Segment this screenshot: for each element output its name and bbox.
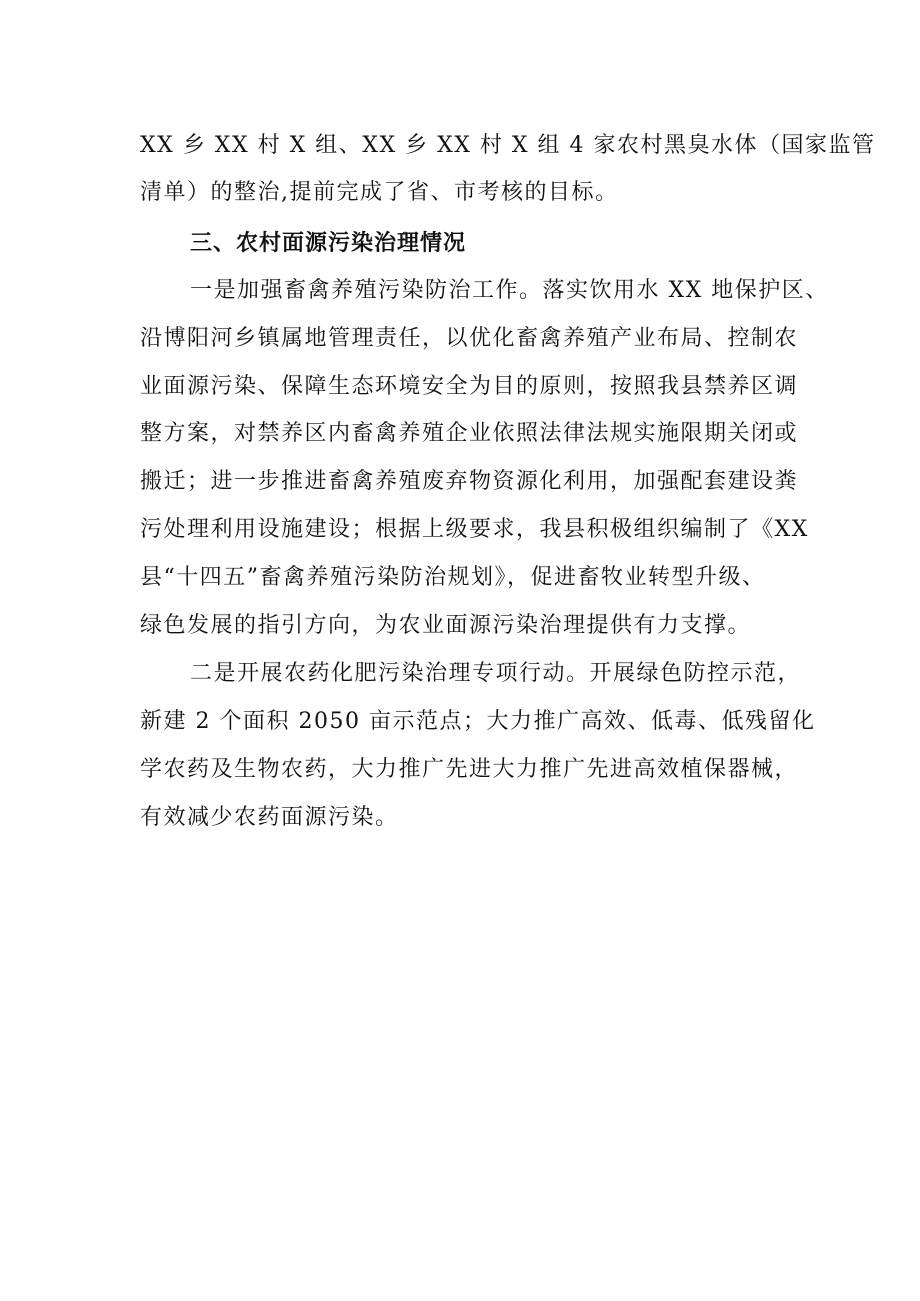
paragraph-1-line-1: 一是加强畜禽养殖污染防治工作。落实饮用水 XX 地保护区、	[190, 278, 829, 303]
paragraph-1-line-4: 整方案，对禁养区内畜禽养殖企业依照法律法规实施限期关闭或	[140, 421, 799, 446]
paragraph-1-line-7: 县“十四五”畜禽养殖污染防治规划》，促进畜牧业转型升级、	[140, 565, 766, 590]
paragraph-continued-line-2: 清单）的整治,提前完成了省、市考核的目标。	[140, 180, 619, 205]
section-heading: 三、农村面源污染治理情况	[190, 230, 467, 256]
paragraph-1-line-6: 污处理利用设施建设；根据上级要求，我县积极组织编制了《XX	[140, 517, 809, 542]
paragraph-1-line-5: 搬迁；进一步推进畜禽养殖废弃物资源化利用，加强配套建设粪	[140, 469, 799, 494]
paragraph-continued-line-1: XX 乡 XX 村 X 组、XX 乡 XX 村 X 组 4 家农村黑臭水体（国家监管	[140, 133, 876, 158]
paragraph-2-line-2: 新建 2 个面积 2050 亩示范点；大力推广高效、低毒、低残留化	[140, 709, 816, 734]
paragraph-1-line-8: 绿色发展的指引方向，为农业面源污染治理提供有力支撑。	[140, 613, 752, 638]
paragraph-2-line-3: 学农药及生物农药，大力推广先进大力推广先进高效植保器械，	[140, 757, 799, 782]
paragraph-1-line-3: 业面源污染、保障生态环境安全为目的原则，按照我县禁养区调	[140, 374, 799, 399]
paragraph-2-line-1: 二是开展农药化肥污染治理专项行动。开展绿色防控示范，	[190, 661, 802, 686]
paragraph-2-line-4: 有效减少农药面源污染。	[140, 805, 399, 830]
paragraph-1-line-2: 沿博阳河乡镇属地管理责任，以优化畜禽养殖产业布局、控制农	[140, 326, 799, 351]
